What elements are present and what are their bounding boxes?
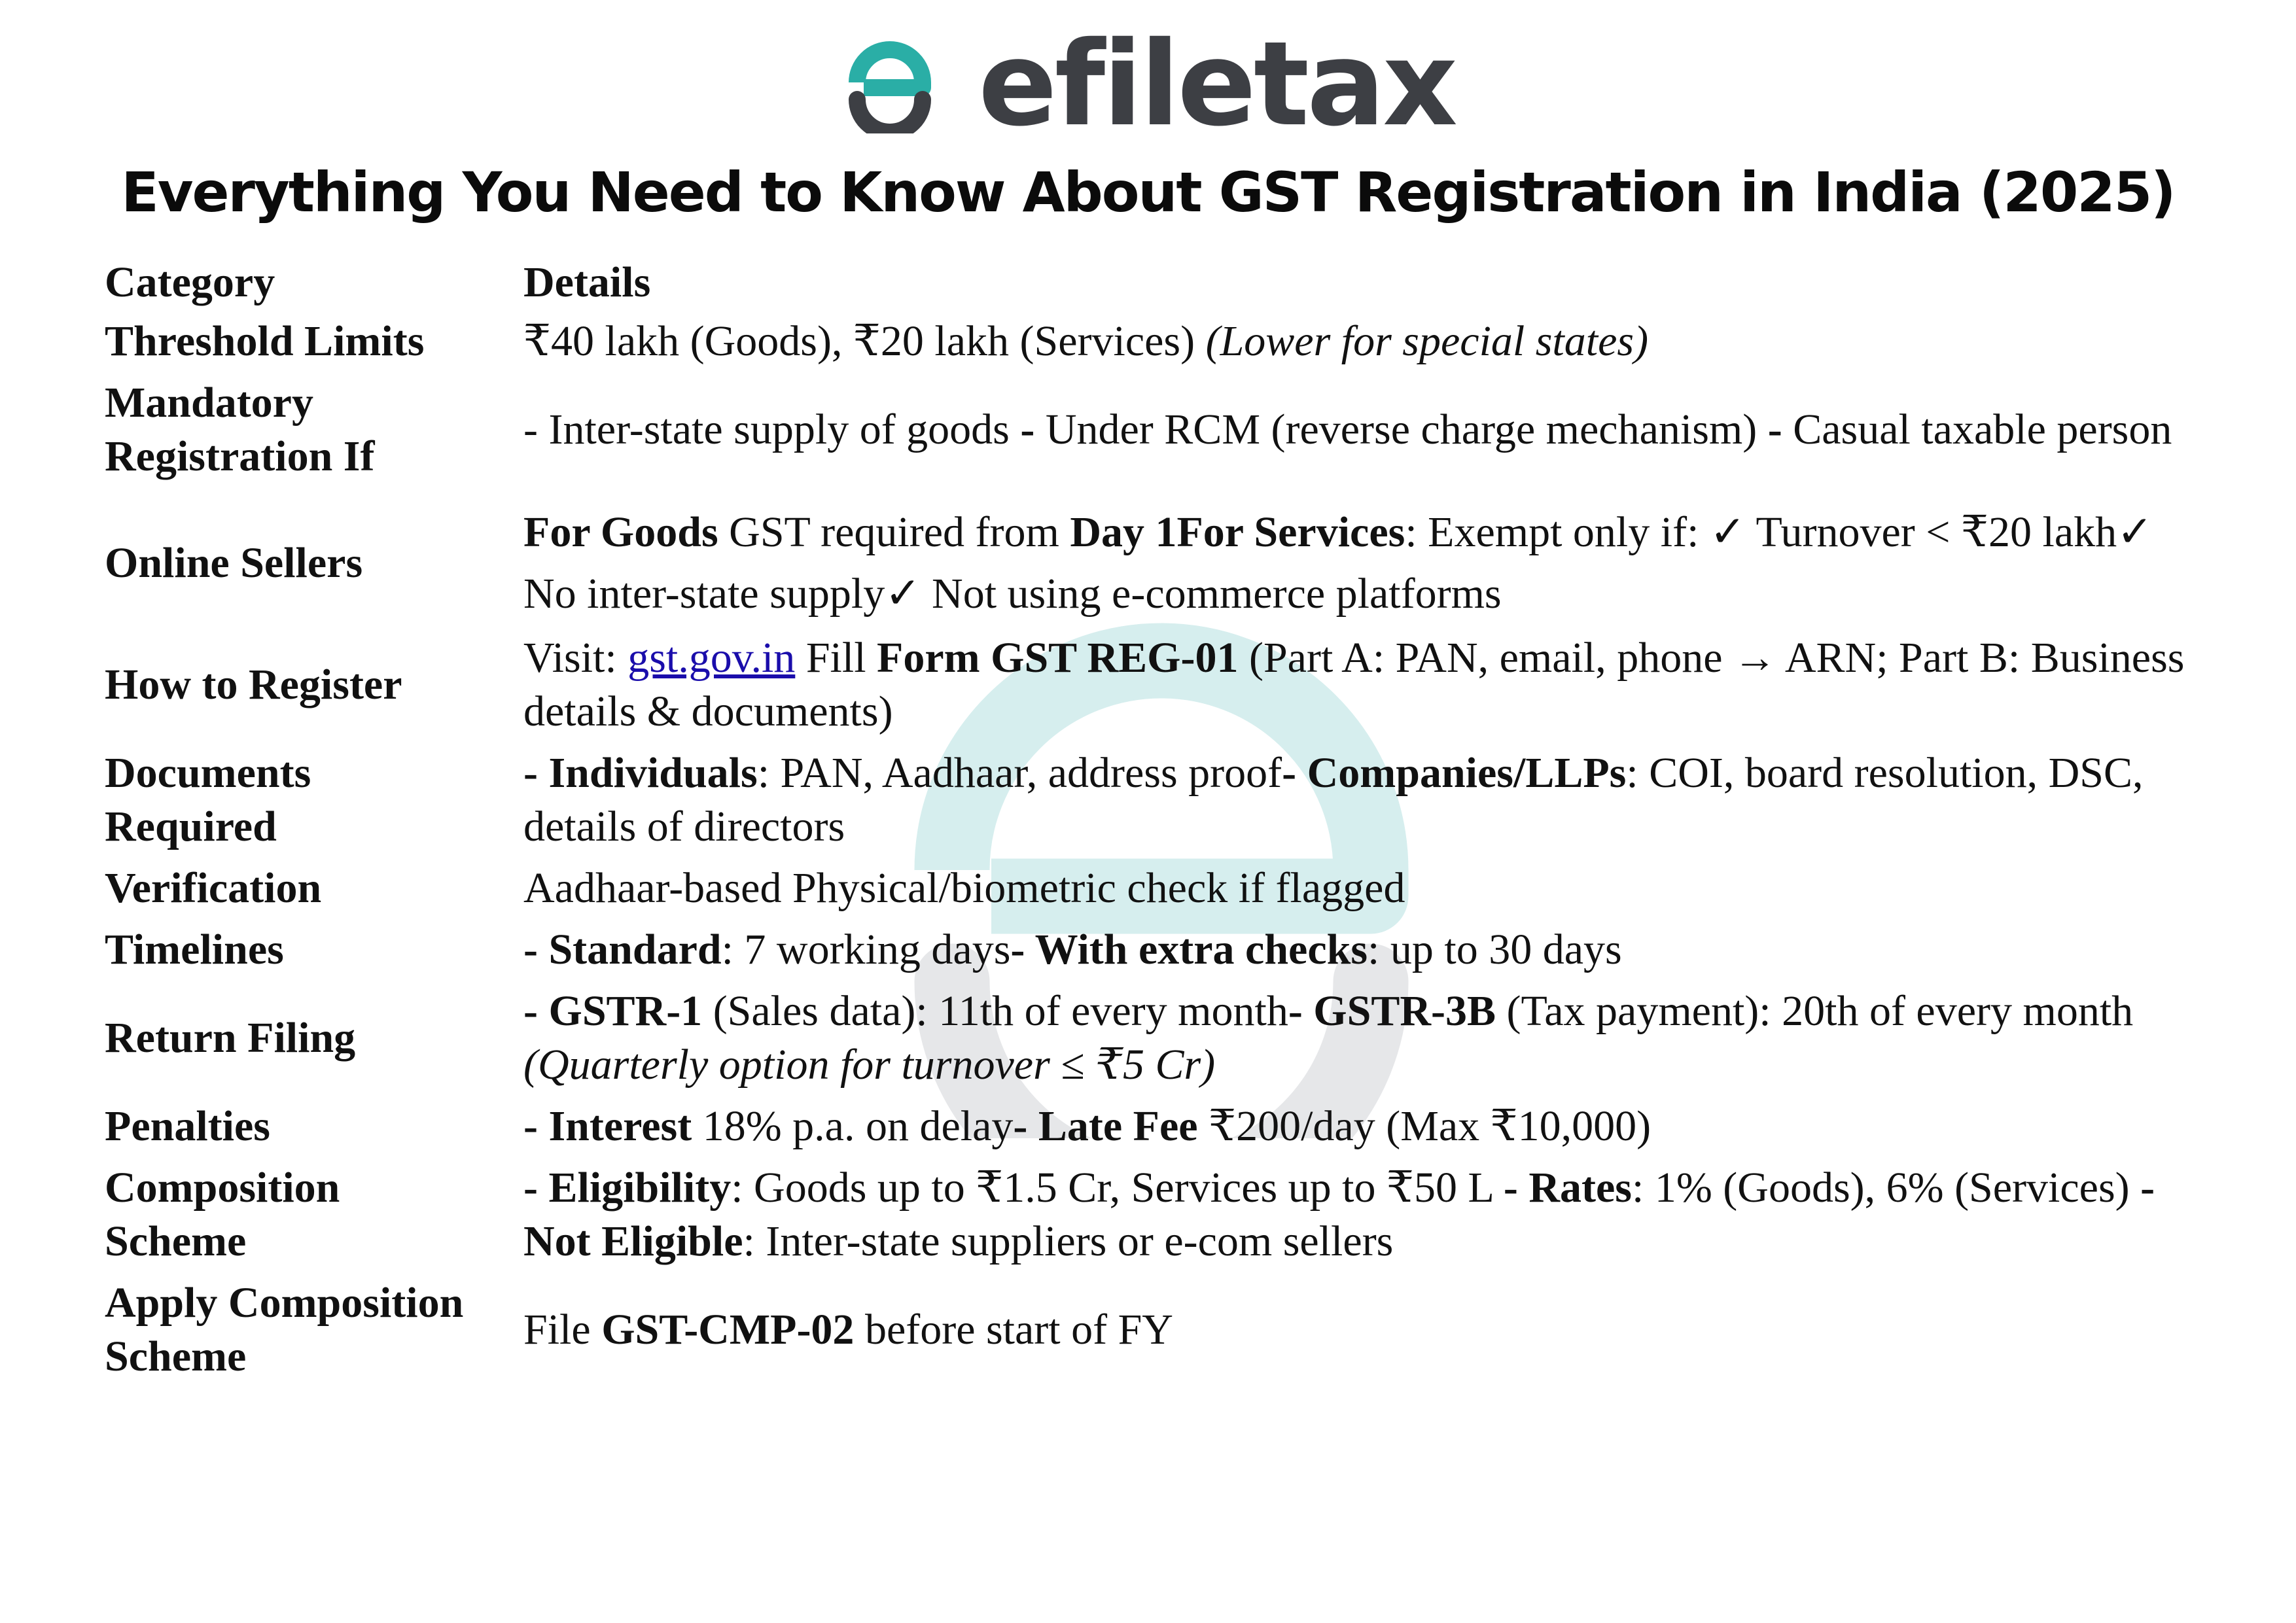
table-row-penalties (105, 1096, 2199, 1157)
header-details: Details (523, 258, 651, 306)
details-cell: Aadhaar-based Physical/biometric check if flagged (523, 864, 1405, 912)
brand-logo (0, 16, 2296, 152)
category-cell: Penalties (105, 1102, 270, 1150)
details-cell: For Goods GST required from Day 1For Services: Exempt only if: ✓ Turnover < ₹20 lakh✓ No inter-state supply✓ Not using e-commerce platforms (523, 508, 2153, 618)
table-row-timelines (105, 919, 2199, 981)
gst-portal-link[interactable]: gst.gov.in (627, 634, 796, 682)
category-cell: Composition Scheme (105, 1164, 340, 1265)
category-cell: Online Sellers (105, 539, 363, 587)
table-row-online-sellers (105, 487, 2199, 627)
category-cell: How to Register (105, 661, 402, 708)
table-row-how-to-register (105, 627, 2199, 742)
details-cell: - GSTR-1 (Sales data): 11th of every month- GSTR-3B (Tax payment): 20th of every month (Quarterly option for turnover ≤ ₹5 Cr) (523, 987, 2134, 1089)
category-cell: Threshold Limits (105, 317, 425, 365)
details-cell: Visit: gst.gov.in Fill Form GST REG-01 (Part A: PAN, email, phone → ARN; Part B: Business details & documents) (523, 634, 2185, 735)
table-header-row (105, 252, 2199, 313)
table-row-mandatory (105, 372, 2199, 487)
category-cell: Mandatory Registration If (105, 379, 375, 480)
brand-wordmark: efiletax (978, 16, 1455, 152)
category-cell: Return Filing (105, 1014, 356, 1062)
table-row-return-filing (105, 981, 2199, 1096)
table-row-threshold (105, 313, 2199, 372)
table-row-composition (105, 1157, 2199, 1272)
table-row-verification (105, 858, 2199, 919)
brand-e-icon (841, 35, 939, 133)
page-title: Everything You Need to Know About GST Registration in India (2025) (121, 160, 2175, 224)
details-cell: File GST-CMP-02 before start of FY (523, 1306, 1173, 1353)
gst-info-table (105, 252, 2199, 1387)
category-cell: Apply Composition Scheme (105, 1279, 464, 1380)
details-cell: - Inter-state supply of goods - Under RCM (reverse charge mechanism) - Casual taxable person (523, 406, 2172, 453)
header-category: Category (105, 258, 275, 306)
category-cell: Verification (105, 864, 322, 912)
details-cell: - Standard: 7 working days- With extra checks: up to 30 days (523, 926, 1622, 973)
table-row-apply-composition (105, 1272, 2199, 1387)
details-cell: - Interest 18% p.a. on delay- Late Fee ₹200/day (Max ₹10,000) (523, 1102, 1651, 1150)
details-cell: - Eligibility: Goods up to ₹1.5 Cr, Services up to ₹50 L - Rates: 1% (Goods), 6% (Services) - Not Eligible: Inter-state suppliers or e-com sellers (523, 1164, 2155, 1265)
table-row-documents (105, 742, 2199, 858)
details-cell: ₹40 lakh (Goods), ₹20 lakh (Services) (Lower for special states) (523, 317, 1649, 365)
details-cell: - Individuals: PAN, Aadhaar, address proof- Companies/LLPs: COI, board resolution, DSC, details of directors (523, 749, 2144, 850)
category-cell: Documents Required (105, 749, 311, 850)
category-cell: Timelines (105, 926, 284, 973)
